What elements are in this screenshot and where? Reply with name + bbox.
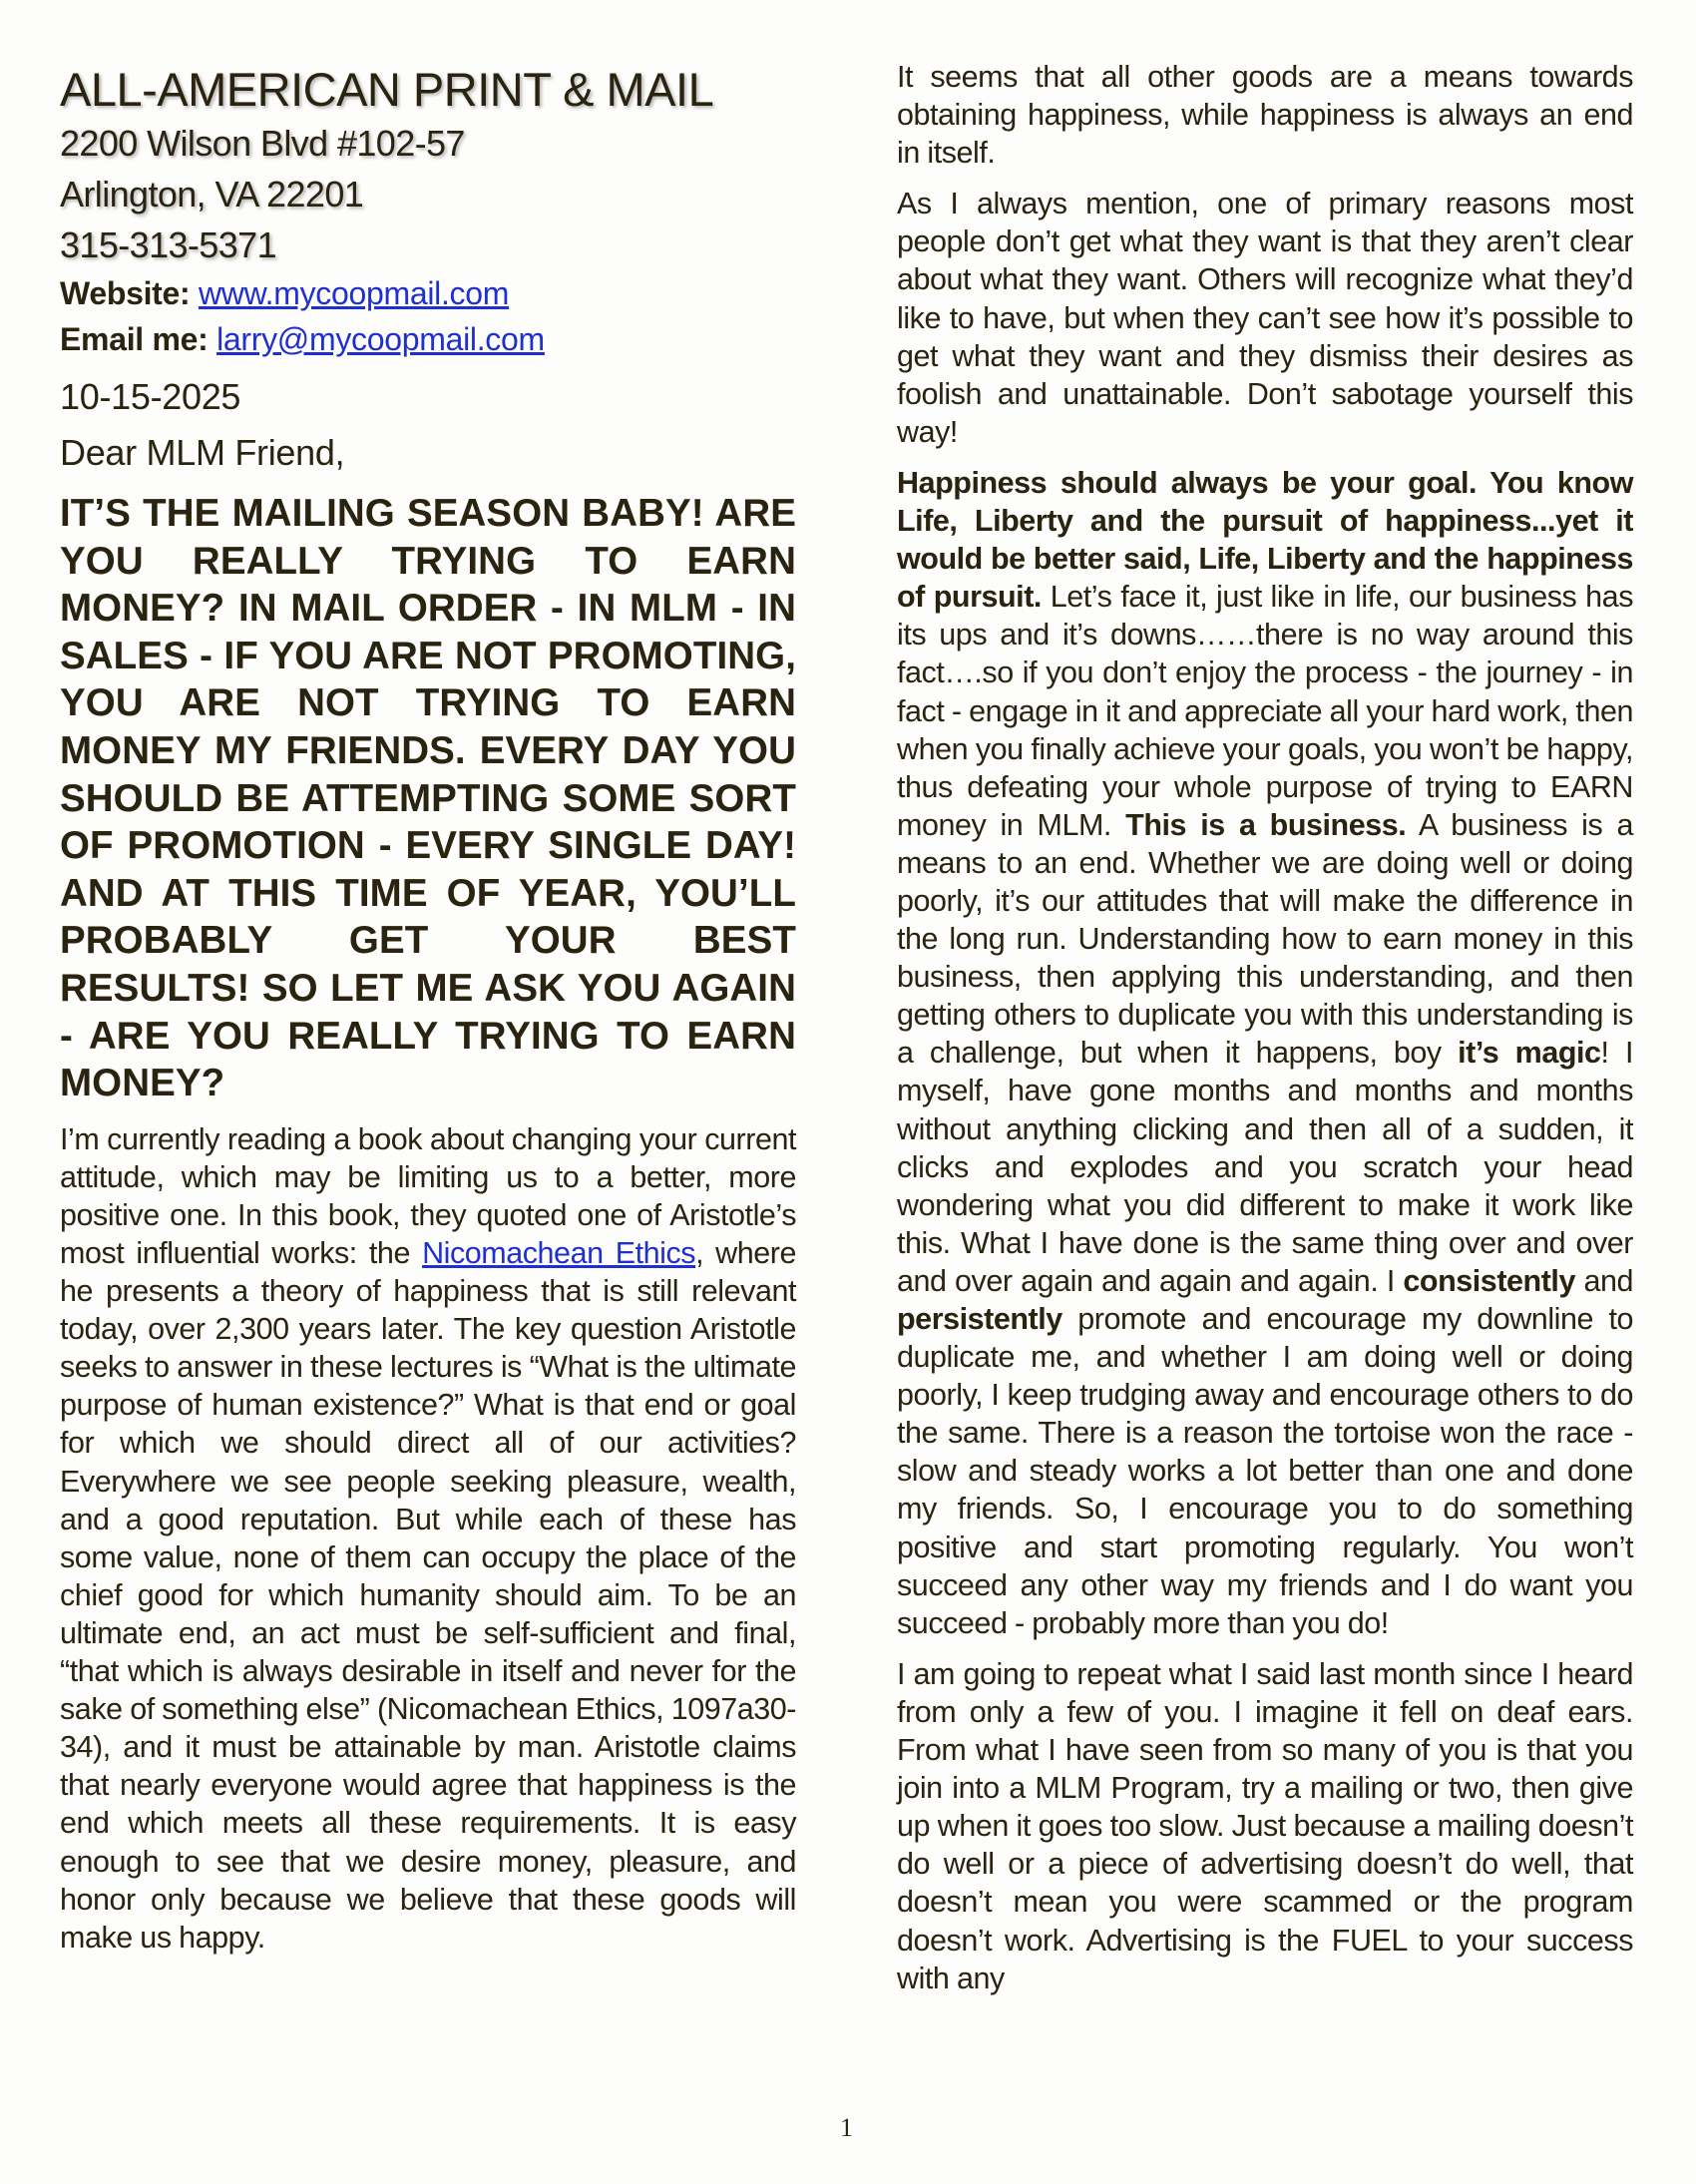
right-column (897, 58, 1633, 1997)
email-link[interactable]: larry@mycoopmail.com (216, 321, 545, 357)
headline: IT’S THE MAILING SEASON BABY! ARE YOU REALLY TRYING TO EARN MONEY? IN MAIL ORDER - IN MLM - IN SALES - IF YOU ARE NOT PROMOTING, YOU ARE NOT TRYING TO EARN MONEY MY FRIENDS. EVERY DAY YOU SHOULD BE ATTEMPTING SOME SORT OF PROMOTION - EVERY SINGLE DAY! AND AT THIS TIME OF YEAR, YOU’LL PROBABLY GET YOUR BEST RESULTS! SO LET ME ASK YOU AGAIN - ARE YOU REALLY TRYING TO EARN MONEY? (60, 492, 796, 1105)
email-label: Email me: (60, 321, 209, 357)
paragraph-text: Let’s face it, just like in life, our business has its ups and it’s downs……there is no way around this fact….so if you don’t enjoy the process - the journey - in fact - engage in it and appreciate all your hard work, then when you finally achieve your goals, you won’t be happy, thus defeating your whole purpose of trying to EARN money in MLM. (897, 580, 1633, 842)
letter-date: 10-15-2025 (60, 376, 241, 417)
paragraph-text: A business is a means to an end. Whether we are doing well or doing poorly, it’s our attitudes that will make the difference in the long run. Understanding how to earn money in this business, then applying this understanding, and then getting others to duplicate you with this understanding is a challenge, but when it happens, boy (897, 807, 1634, 1071)
website-label: Website: (60, 275, 191, 311)
nicomachean-ethics-link[interactable]: Nicomachean Ethics (422, 1236, 696, 1270)
phone-number: 315-313-5371 (60, 224, 276, 265)
paragraph-repeat: I am going to repeat what I said last month since I heard from only a few of you. I imagine it fell on deaf ears. From what I have seen from so many of you is that you join into a MLM Program, try a mailing or two, then give up when it goes too slow. Just because a mailing doesn’t do well or a piece of advertising doesn’t do well, that doesn’t mean you were scammed or the program doesn’t work. Advertising is the FUEL to your success with any (897, 1656, 1633, 1995)
paragraph-text: and (1574, 1263, 1634, 1298)
bold-persistently: persistently (897, 1302, 1062, 1336)
paragraph-means: It seems that all other goods are a means towards obtaining happiness, while happiness is always an end in itself. (897, 60, 1633, 171)
paragraph-text: , where he presents a theory of happiness that is still relevant today, over 2,300 years later. The key question Aristotle seeks to answer in these lectures is “What is the ultimate purpose of human existence?” What is that end or goal for which we should direct all of our activities? Everywhere we see people seeking pleasure, wealth, and a good reputation. But while each of these has some value, none of them can occupy the place of the chief good for which humanity should aim. To be an ultimate end, an act must be self-sufficient and final, “that which is always desirable in itself and never for the sake of something else” (Nicomachean Ethics, 1097a30-34), and it must be attainable by man. Aristotle claims that nearly everyone would agree that happiness is the end which meets all these requirements. It is easy enough to see that we desire money, pleasure, and honor only because we believe that these goods will make us happy. (60, 1236, 797, 1955)
left-column (60, 62, 796, 1957)
bold-business: This is a business. (1125, 807, 1407, 842)
email-row (60, 316, 796, 362)
letterhead (60, 62, 796, 362)
page-number: 1 (840, 2113, 853, 2142)
website-row (60, 270, 796, 316)
address-line-1: 2200 Wilson Blvd #102-57 (60, 123, 465, 164)
bold-consistently: consistently (1403, 1263, 1575, 1298)
company-name: ALL-AMERICAN PRINT & MAIL (60, 63, 714, 116)
bold-intro: Happiness should always be your goal. You know Life, Liberty and the pursuit of happiness...yet it would be better said, Life, Liberty and the happiness of pursuit. (897, 465, 1633, 615)
paragraph-happiness (897, 464, 1633, 1642)
paragraph-aristotle (60, 1120, 796, 1957)
address-line-2: Arlington, VA 22201 (60, 174, 364, 215)
website-link[interactable]: www.mycoopmail.com (198, 275, 510, 311)
greeting: Dear MLM Friend, (60, 432, 345, 473)
paragraph-text: promote and encourage my downline to duplicate me, and whether I am doing well or doing poorly, I keep trudging away and encourage others to do the same. There is a reason the tortoise won the race - slow and steady works a lot better than one and done my friends. So, I encourage you to do something positive and start promoting regularly. You won’t succeed any other way my friends and I do want you succeed - probably more than you do! (897, 1302, 1633, 1640)
bold-magic: it’s magic (1458, 1036, 1601, 1071)
paragraph-text: ! I myself, have gone months and months and months without anything clicking and then all of a sudden, it clicks and explodes and you scratch your head wondering what you did different to make it work like this. What I have done is the same thing over and over and over again and again and again. I (897, 1036, 1633, 1298)
paragraph-text: I’m currently reading a book about changing your current attitude, which may be limiting us to a better, more positive one. In this book, they quoted one of Aristotle’s most influential works: the (60, 1121, 796, 1270)
paragraph-clarity: As I always mention, one of primary reasons most people don’t get what they want is that they aren’t clear about what they want. Others will recognize what they’d like to have, but when they can’t see how it’s possible to get what they want and they dismiss their desires as foolish and unattainable. Don’t sabotage yourself this way! (897, 187, 1633, 449)
